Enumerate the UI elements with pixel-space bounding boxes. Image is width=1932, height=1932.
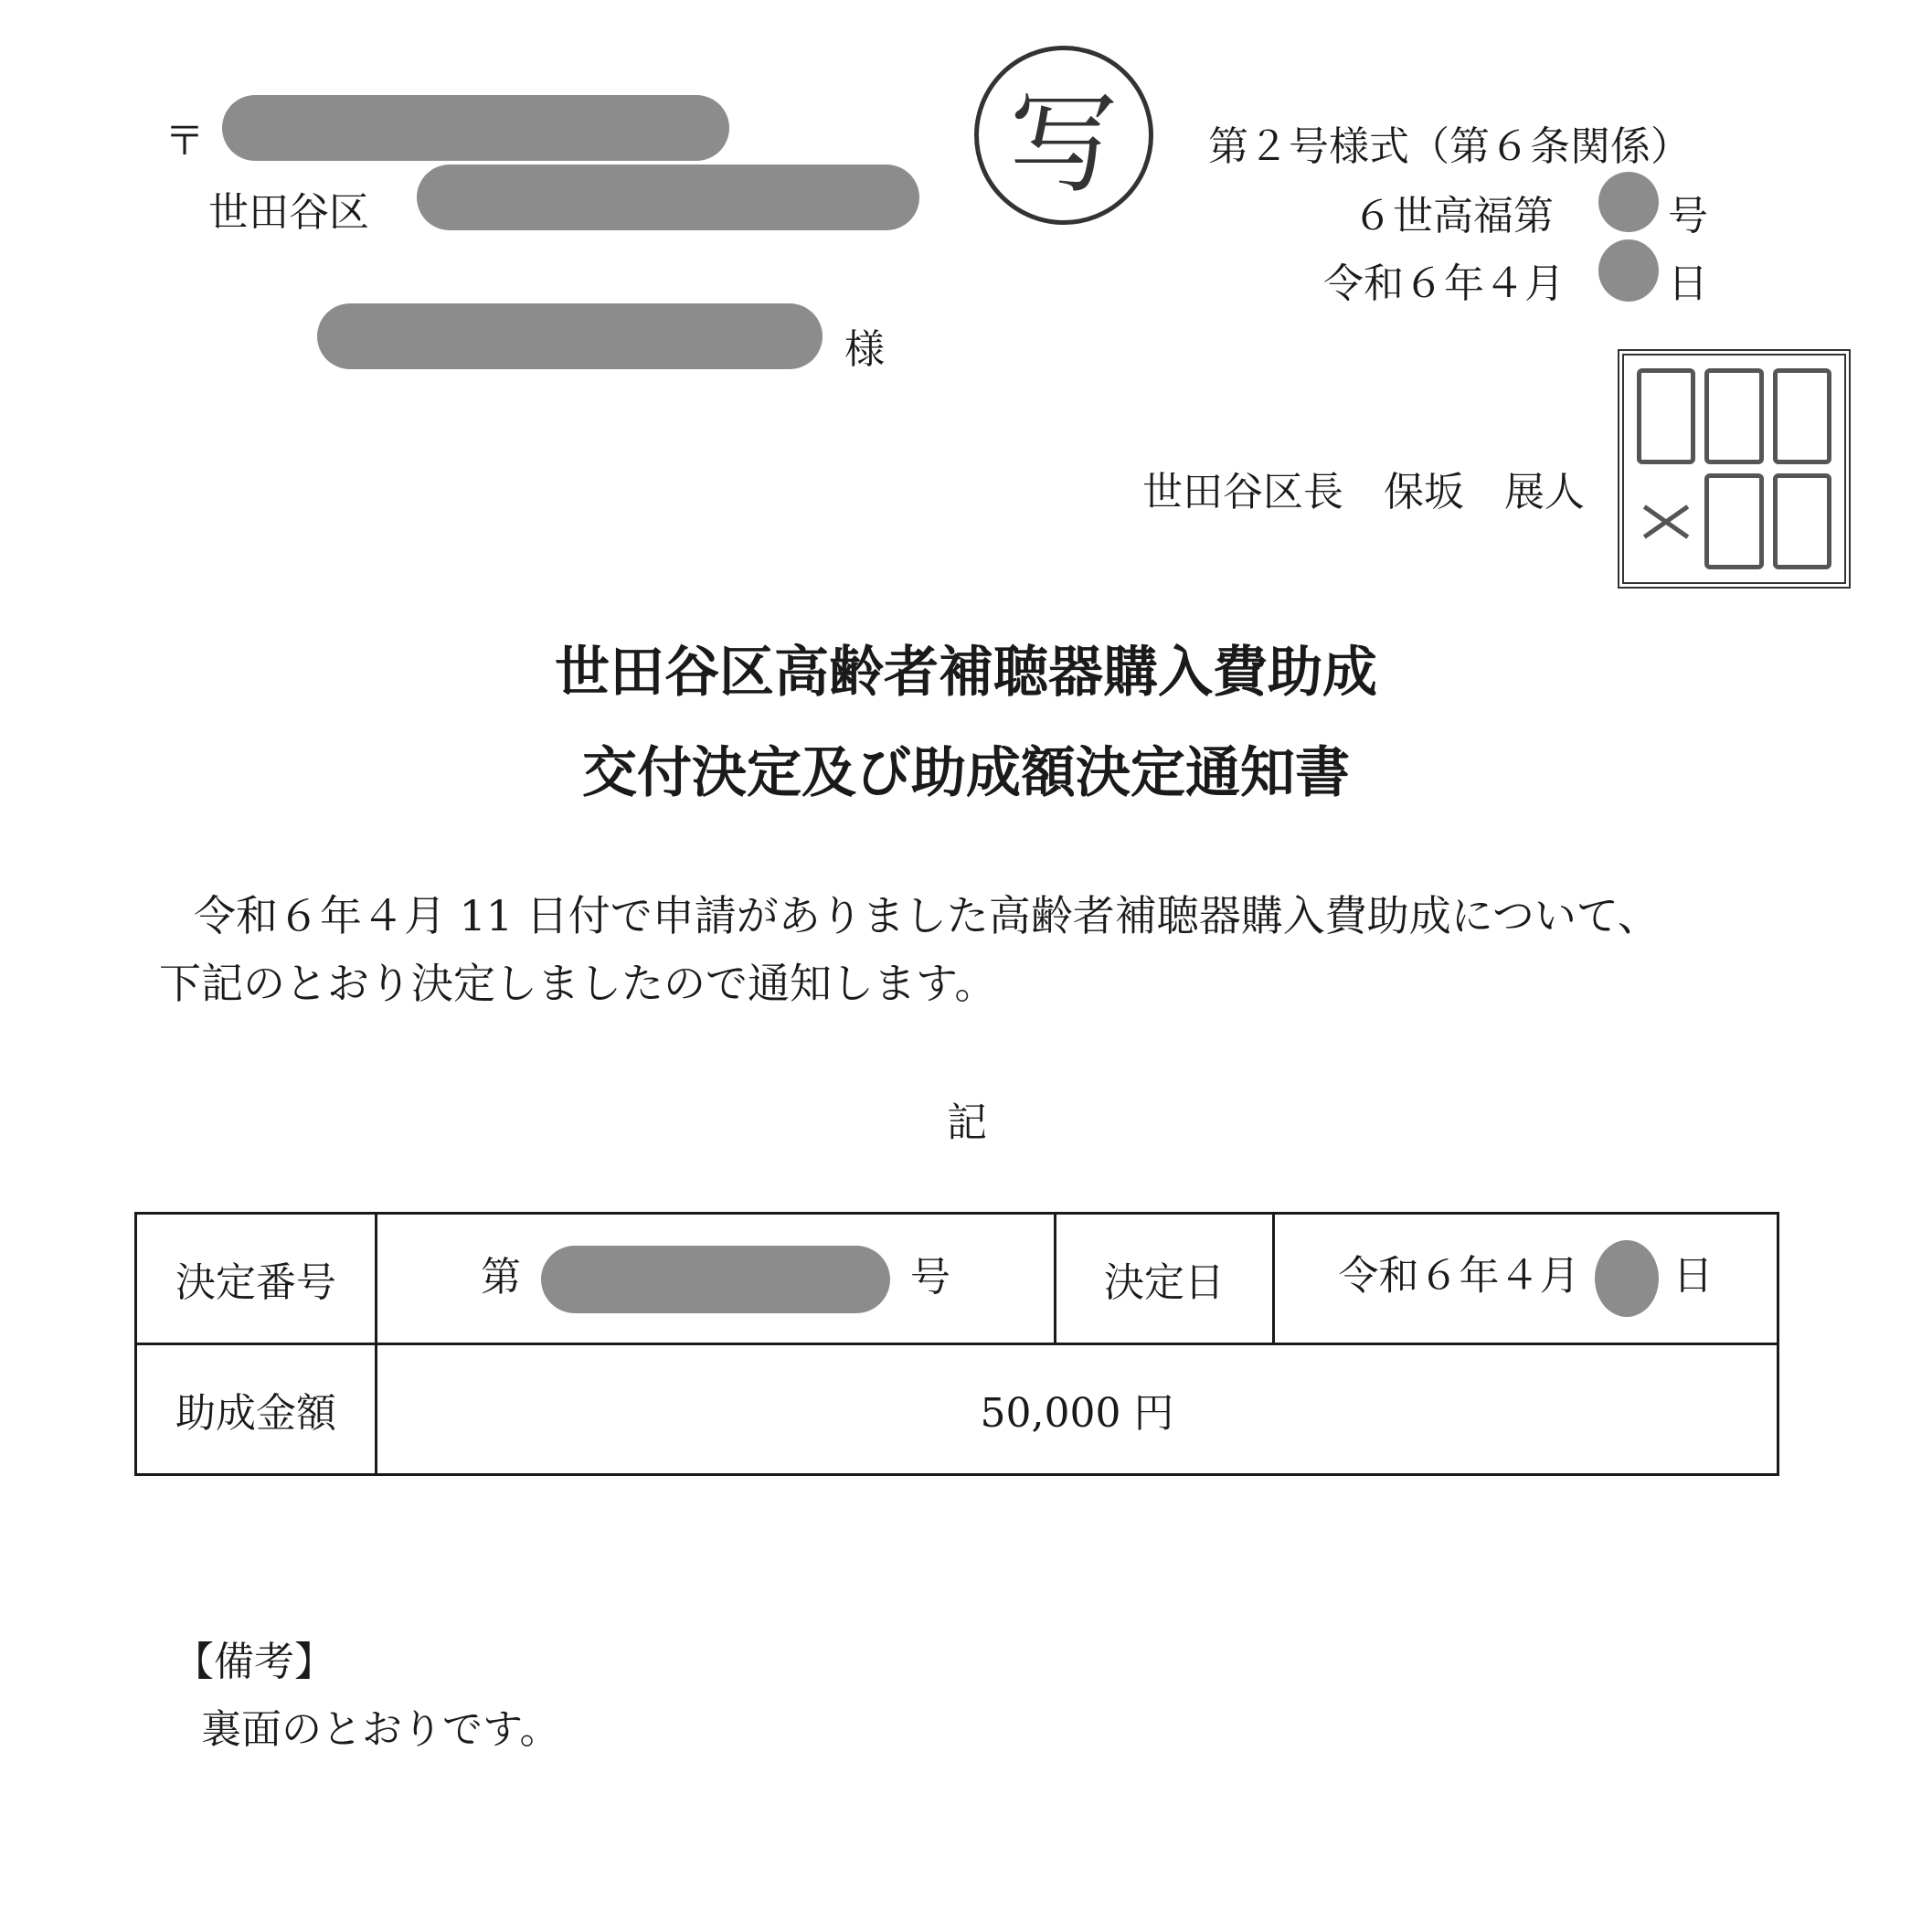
- decision-date-label: 決定日: [1056, 1214, 1274, 1344]
- remarks-heading: 【備考】: [174, 1639, 334, 1685]
- amount-label: 助成金額: [136, 1344, 377, 1475]
- recipient-honorific: 様: [844, 326, 885, 373]
- decision-date-suffix: 日: [1672, 1252, 1714, 1300]
- body-line-1: 令和６年４月 11 日付で申請がありました高齢者補聴器購入費助成について、: [194, 891, 1660, 940]
- ki-mark: 記: [947, 1099, 987, 1146]
- redacted-doc-number: [1598, 172, 1659, 232]
- decision-number-label: 決定番号: [136, 1214, 377, 1344]
- title-line-2: 交付決定及び助成額決定通知書: [582, 741, 1350, 805]
- redacted-address: [417, 165, 919, 230]
- copy-stamp: 写: [974, 46, 1153, 225]
- redacted-recipient-name: [317, 303, 823, 369]
- remarks-text: 裏面のとおりです。: [201, 1706, 560, 1753]
- decision-number-suffix: 号: [910, 1253, 950, 1300]
- issuer-name: 世田谷区長 保坂 展人: [1142, 469, 1585, 515]
- decision-table: [134, 1212, 1779, 1476]
- table-row: [136, 1214, 1778, 1344]
- redacted-decision-number: [541, 1246, 890, 1313]
- official-seal: [1618, 349, 1851, 589]
- decision-number-cell: [377, 1214, 1056, 1344]
- title-line-1: 世田谷区高齢者補聴器購入費助成: [555, 641, 1377, 705]
- decision-number-prefix: 第: [481, 1253, 521, 1300]
- postal-mark: 〒: [165, 118, 205, 165]
- redacted-date-day: [1598, 239, 1659, 302]
- amount-value: 50,000 円: [377, 1344, 1778, 1475]
- table-row: [136, 1344, 1778, 1475]
- body-line-2: 下記のとおり決定しましたので通知します。: [159, 959, 997, 1008]
- date-suffix: 日: [1668, 260, 1708, 307]
- doc-number-prefix: ６世高福第: [1353, 193, 1554, 239]
- redacted-postal-code: [222, 95, 729, 161]
- redacted-decision-day: [1595, 1240, 1659, 1317]
- doc-number-suffix: 号: [1668, 193, 1708, 239]
- decision-date-cell: [1274, 1214, 1778, 1344]
- decision-date-prefix: 令和６年４月: [1338, 1252, 1580, 1300]
- form-label: 第２号様式（第６条関係）: [1208, 123, 1691, 170]
- date-prefix: 令和６年４月: [1323, 260, 1565, 307]
- address-ward: 世田谷区: [208, 189, 369, 236]
